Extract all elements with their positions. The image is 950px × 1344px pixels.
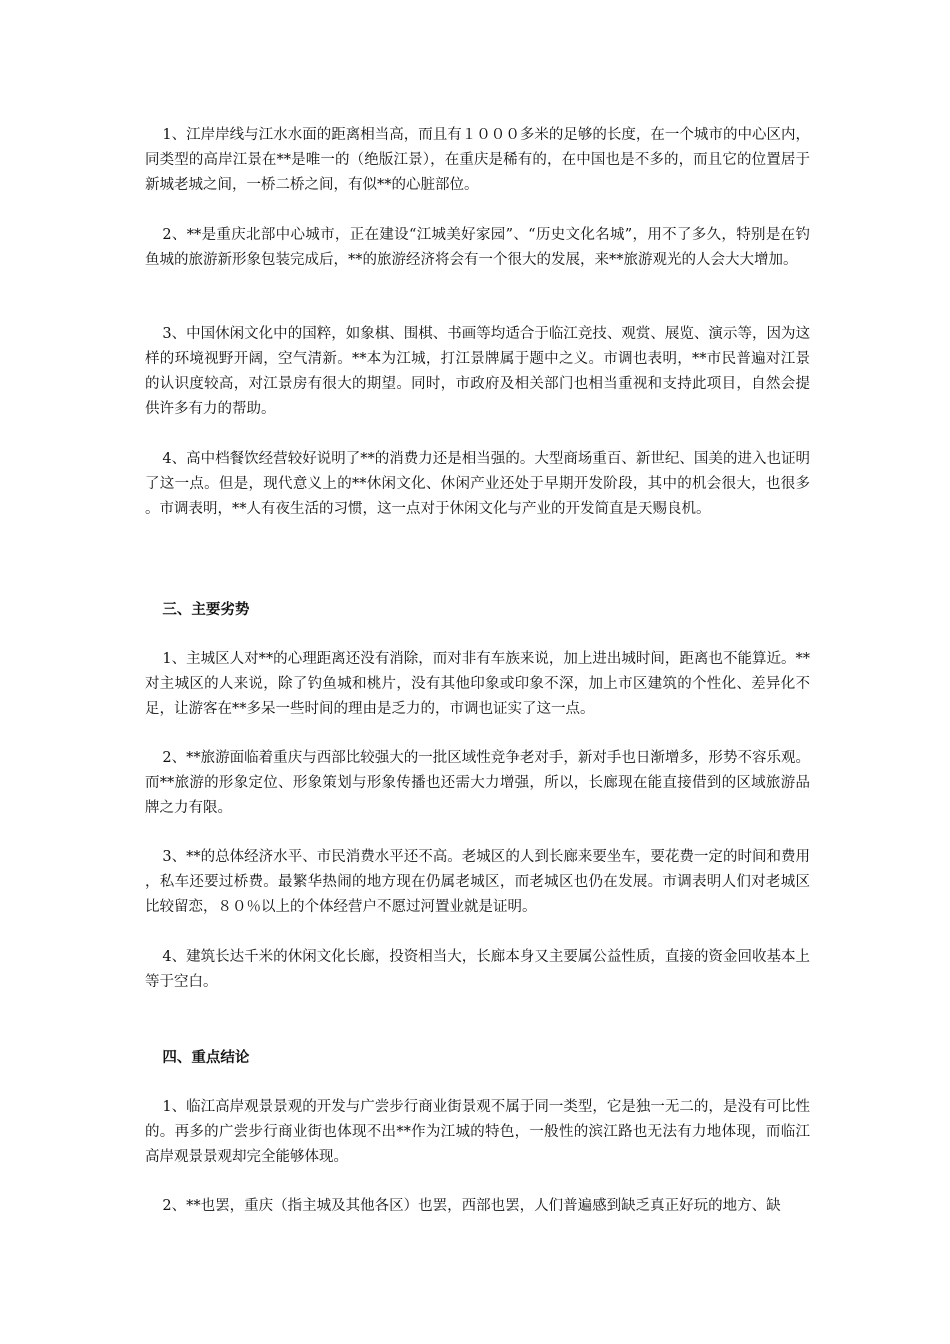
advantage-paragraph-4: 4、高中档餐饮经营较好说明了**的消费力还是相当强的。大型商场重百、新世纪、国美的进入也证明了这一点。但是，现代意义上的**休闲文化、休闲产业还处于早期开发阶段，其中的机会很大，也很多。市调表明，**人有夜生活的习惯，这一点对于休闲文化与产业的开发简直是天赐良机。: [145, 451, 810, 517]
advantage-paragraph-1: 1、江岸岸线与江水水面的距离相当高，而且有１０００多米的足够的长度，在一个城市的中心区内，同类型的高岸江景在**是唯一的（绝版江景），在重庆是稀有的，在中国也是不多的，而且它的位置居于新城老城之间，一桥二桥之间，有似**的心脏部位。: [145, 127, 810, 193]
advantage-paragraph-3: 3、中国休闲文化中的国粹，如象棋、围棋、书画等均适合于临江竞技、观赏、展览、演示等，因为这样的环境视野开阔，空气清新。**本为江城，打江景牌属于题中之义。市调也表明，**市民普遍对江景的认识度较高，对江景房有很大的期望。同时，市政府及相关部门也相当重视和支持此项目，自然会提供许多有力的帮助。: [145, 326, 810, 417]
conclusion-paragraph-1: 1、临江高岸观景景观的开发与广尝步行商业街景观不属于同一类型，它是独一无二的，是没有可比性的。再多的广尝步行商业街也体现不出**作为江城的特色，一般性的滨江路也无法有力地体现，而临江高岸观景景观却完全能够体现。: [145, 1099, 810, 1165]
advantage-paragraph-2: 2、**是重庆北部中心城市，正在建设“江城美好家园”、“历史文化名城”，用不了多久，特别是在钓鱼城的旅游新形象包装完成后，**的旅游经济将会有一个很大的发展，来**旅游观光的人会大大增加。: [145, 227, 810, 268]
disadvantage-paragraph-4: 4、建筑长达千米的休闲文化长廊，投资相当大，长廊本身又主要属公益性质，直接的资金回收基本上等于空白。: [145, 949, 810, 990]
disadvantage-paragraph-1: 1、主城区人对**的心理距离还没有消除，而对非有车族来说，加上进出城时间，距离也不能算近。**对主城区的人来说，除了钓鱼城和桃片，没有其他印象或印象不深，加上市区建筑的个性化、差异化不足，让游客在**多呆一些时间的理由是乏力的，市调也证实了这一点。: [145, 651, 810, 717]
disadvantage-paragraph-2: 2、**旅游面临着重庆与西部比较强大的一批区域性竞争老对手，新对手也日渐增多，形势不容乐观。而**旅游的形象定位、形象策划与形象传播也还需大力增强，所以，长廊现在能直接借到的区域旅游品牌之力有限。: [145, 750, 810, 816]
conclusion-paragraph-2: 2、**也罢，重庆（指主城及其他各区）也罢，西部也罢，人们普遍感到缺乏真正好玩的地方、缺: [162, 1198, 781, 1214]
section-title-conclusions: 四、重点结论: [162, 1049, 250, 1066]
disadvantage-paragraph-3: 3、**的总体经济水平、市民消费水平还不高。老城区的人到长廊来要坐车，要花费一定的时间和费用，私车还要过桥费。最繁华热闹的地方现在仍属老城区，而老城区也仍在发展。市调表明人们对老城区比较留恋，８０％以上的个体经营户不愿过河置业就是证明。: [145, 849, 810, 915]
section-title-disadvantages: 三、主要劣势: [162, 601, 250, 618]
